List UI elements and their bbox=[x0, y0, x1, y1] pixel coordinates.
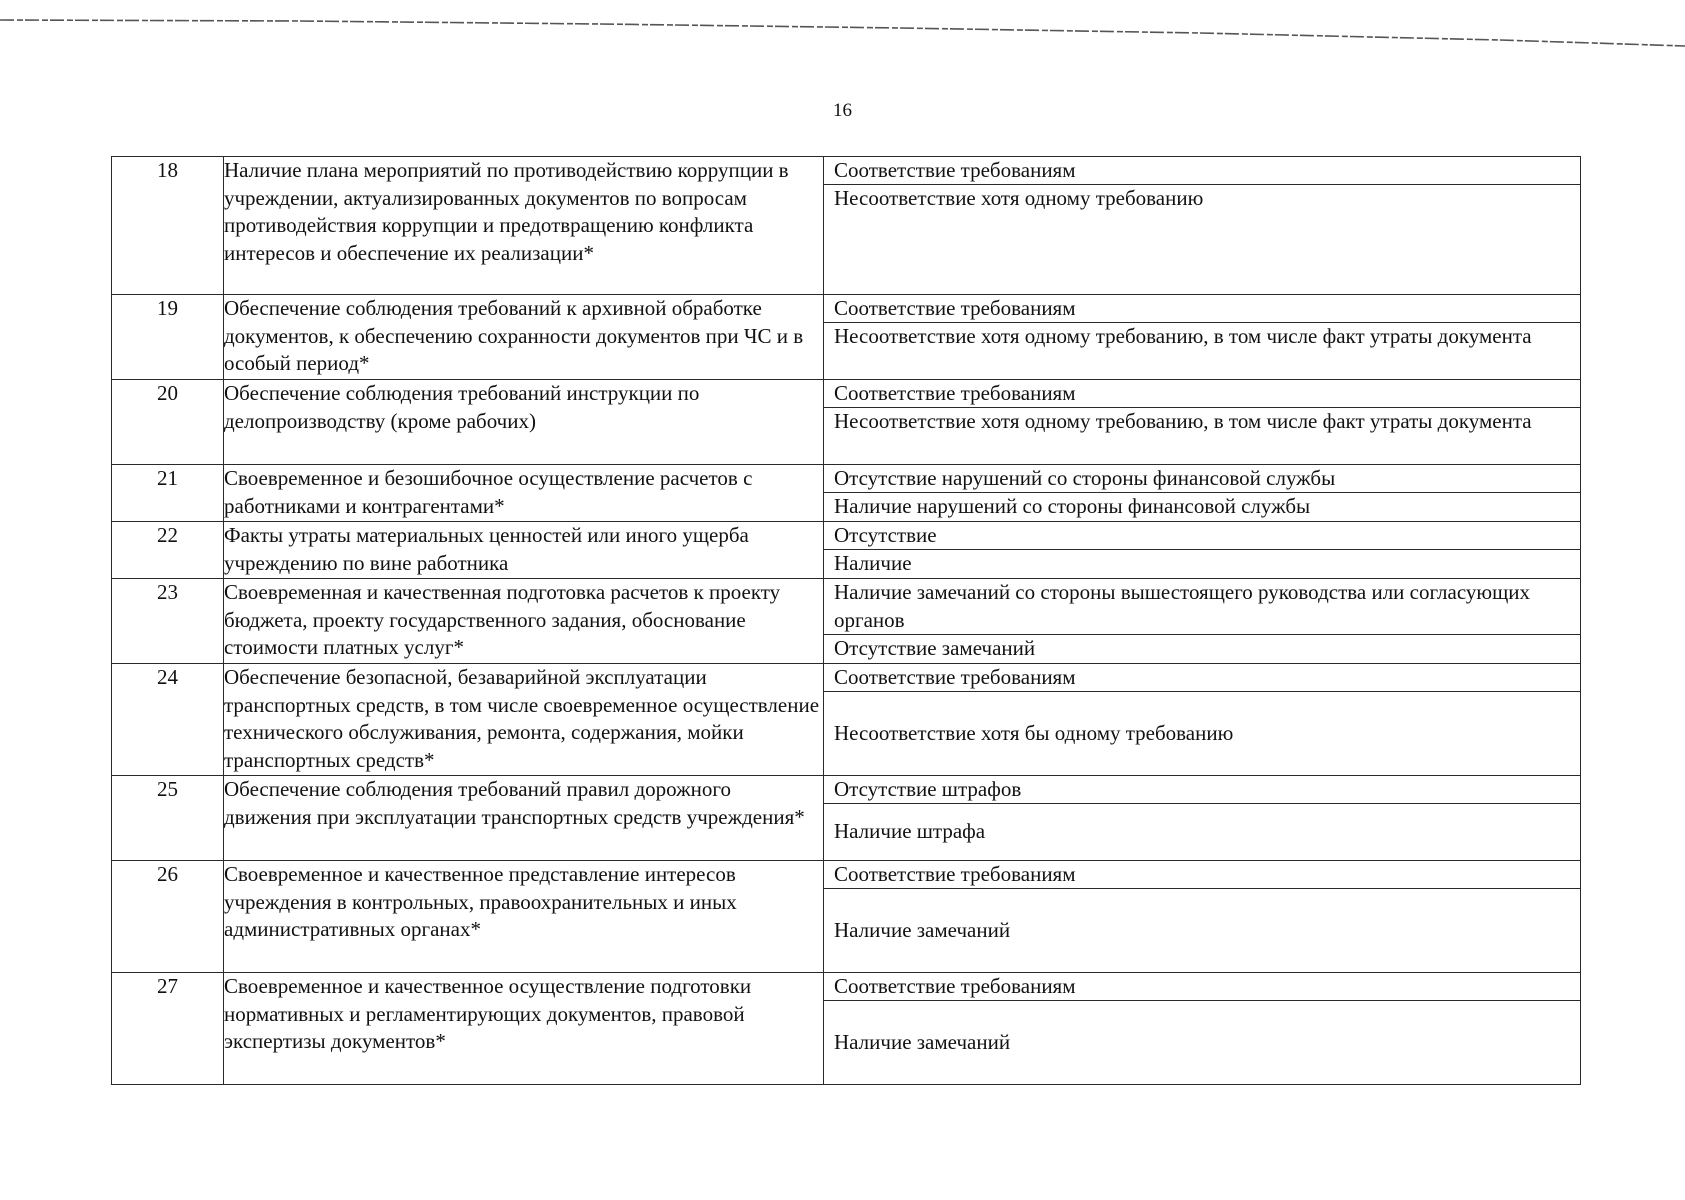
option-item: Отсутствие штрафов bbox=[824, 776, 1580, 804]
criteria-table bbox=[111, 156, 1581, 1085]
option-item: Наличие bbox=[834, 551, 912, 575]
options-cell bbox=[824, 776, 1581, 861]
options-cell bbox=[824, 579, 1581, 664]
row-number: 22 bbox=[112, 522, 224, 579]
row-number: 27 bbox=[112, 973, 224, 1085]
option-item: Наличие замечаний со стороны вышестоящего руководства или согласующих органов bbox=[824, 579, 1580, 635]
row-number: 25 bbox=[112, 776, 224, 861]
criterion-text: Своевременное и качественное представление интересов учреждения в контрольных, правоохранительных и иных административных органах* bbox=[224, 861, 824, 973]
table-row bbox=[112, 579, 1581, 664]
option-item: Наличие замечаний bbox=[834, 1029, 1011, 1054]
table-row bbox=[112, 157, 1581, 295]
option-item: Соответствие требованиям bbox=[824, 861, 1580, 889]
option-item: Соответствие требованиям bbox=[824, 973, 1580, 1001]
criterion-text: Наличие плана мероприятий по противодействию коррупции в учреждении, актуализированных документов по вопросам противодействия коррупции и предотвращению конфликта интересов и обеспечение их реализации* bbox=[224, 157, 824, 295]
criterion-text: Своевременная и качественная подготовка расчетов к проекту бюджета, проекту государственного задания, обоснование стоимости платных услуг* bbox=[224, 579, 824, 664]
table-row bbox=[112, 776, 1581, 861]
criterion-text: Факты утраты материальных ценностей или иного ущерба учреждению по вине работника bbox=[224, 522, 824, 579]
option-item: Наличие замечаний bbox=[834, 917, 1011, 942]
row-number: 26 bbox=[112, 861, 224, 973]
criterion-text: Обеспечение соблюдения требований правил дорожного движения при эксплуатации транспортных средств учреждения* bbox=[224, 776, 824, 861]
row-number: 24 bbox=[112, 664, 224, 776]
row-number: 19 bbox=[112, 295, 224, 380]
option-item: Несоответствие хотя одному требованию, в том числе факт утраты документа bbox=[834, 324, 1532, 348]
row-number: 23 bbox=[112, 579, 224, 664]
options-cell bbox=[824, 973, 1581, 1085]
row-number: 18 bbox=[112, 157, 224, 295]
table-row bbox=[112, 295, 1581, 380]
option-item: Несоответствие хотя одному требованию bbox=[834, 186, 1204, 210]
criterion-text: Своевременное и безошибочное осуществление расчетов с работниками и контрагентами* bbox=[224, 465, 824, 522]
scan-edge-artifact bbox=[0, 0, 1685, 60]
option-item: Отсутствие нарушений со стороны финансовой службы bbox=[824, 465, 1580, 493]
criterion-text: Своевременное и качественное осуществление подготовки нормативных и регламентирующих документов, правовой экспертизы документов* bbox=[224, 973, 824, 1085]
page-number: 16 bbox=[833, 100, 852, 121]
option-item: Отсутствие bbox=[824, 522, 1580, 550]
option-item: Отсутствие замечаний bbox=[834, 636, 1036, 660]
options-cell bbox=[824, 157, 1581, 295]
table-row bbox=[112, 664, 1581, 776]
criterion-text: Обеспечение соблюдения требований к архивной обработке документов, к обеспечению сохранности документов при ЧС и в особый период* bbox=[224, 295, 824, 380]
options-cell bbox=[824, 380, 1581, 465]
option-item: Наличие штрафа bbox=[834, 819, 986, 844]
options-cell bbox=[824, 465, 1581, 522]
options-cell bbox=[824, 664, 1581, 776]
table-row bbox=[112, 380, 1581, 465]
criterion-text: Обеспечение безопасной, безаварийной эксплуатации транспортных средств, в том числе своевременное осуществление технического обслуживания, ремонта, содержания, мойки транспортных средств* bbox=[224, 664, 824, 776]
options-cell bbox=[824, 861, 1581, 973]
table-row bbox=[112, 861, 1581, 973]
option-item: Соответствие требованиям bbox=[824, 157, 1580, 185]
option-item: Соответствие требованиям bbox=[824, 664, 1580, 692]
table-row bbox=[112, 522, 1581, 579]
table-row bbox=[112, 973, 1581, 1085]
row-number: 21 bbox=[112, 465, 224, 522]
option-item: Несоответствие хотя бы одному требованию bbox=[834, 720, 1234, 745]
row-number: 20 bbox=[112, 380, 224, 465]
options-cell bbox=[824, 522, 1581, 579]
options-cell bbox=[824, 295, 1581, 380]
option-item: Наличие нарушений со стороны финансовой службы bbox=[834, 494, 1311, 518]
table-row bbox=[112, 465, 1581, 522]
option-item: Соответствие требованиям bbox=[824, 295, 1580, 323]
option-item: Соответствие требованиям bbox=[824, 380, 1580, 408]
criterion-text: Обеспечение соблюдения требований инструкции по делопроизводству (кроме рабочих) bbox=[224, 380, 824, 465]
option-item: Несоответствие хотя одному требованию, в том числе факт утраты документа bbox=[834, 409, 1532, 433]
